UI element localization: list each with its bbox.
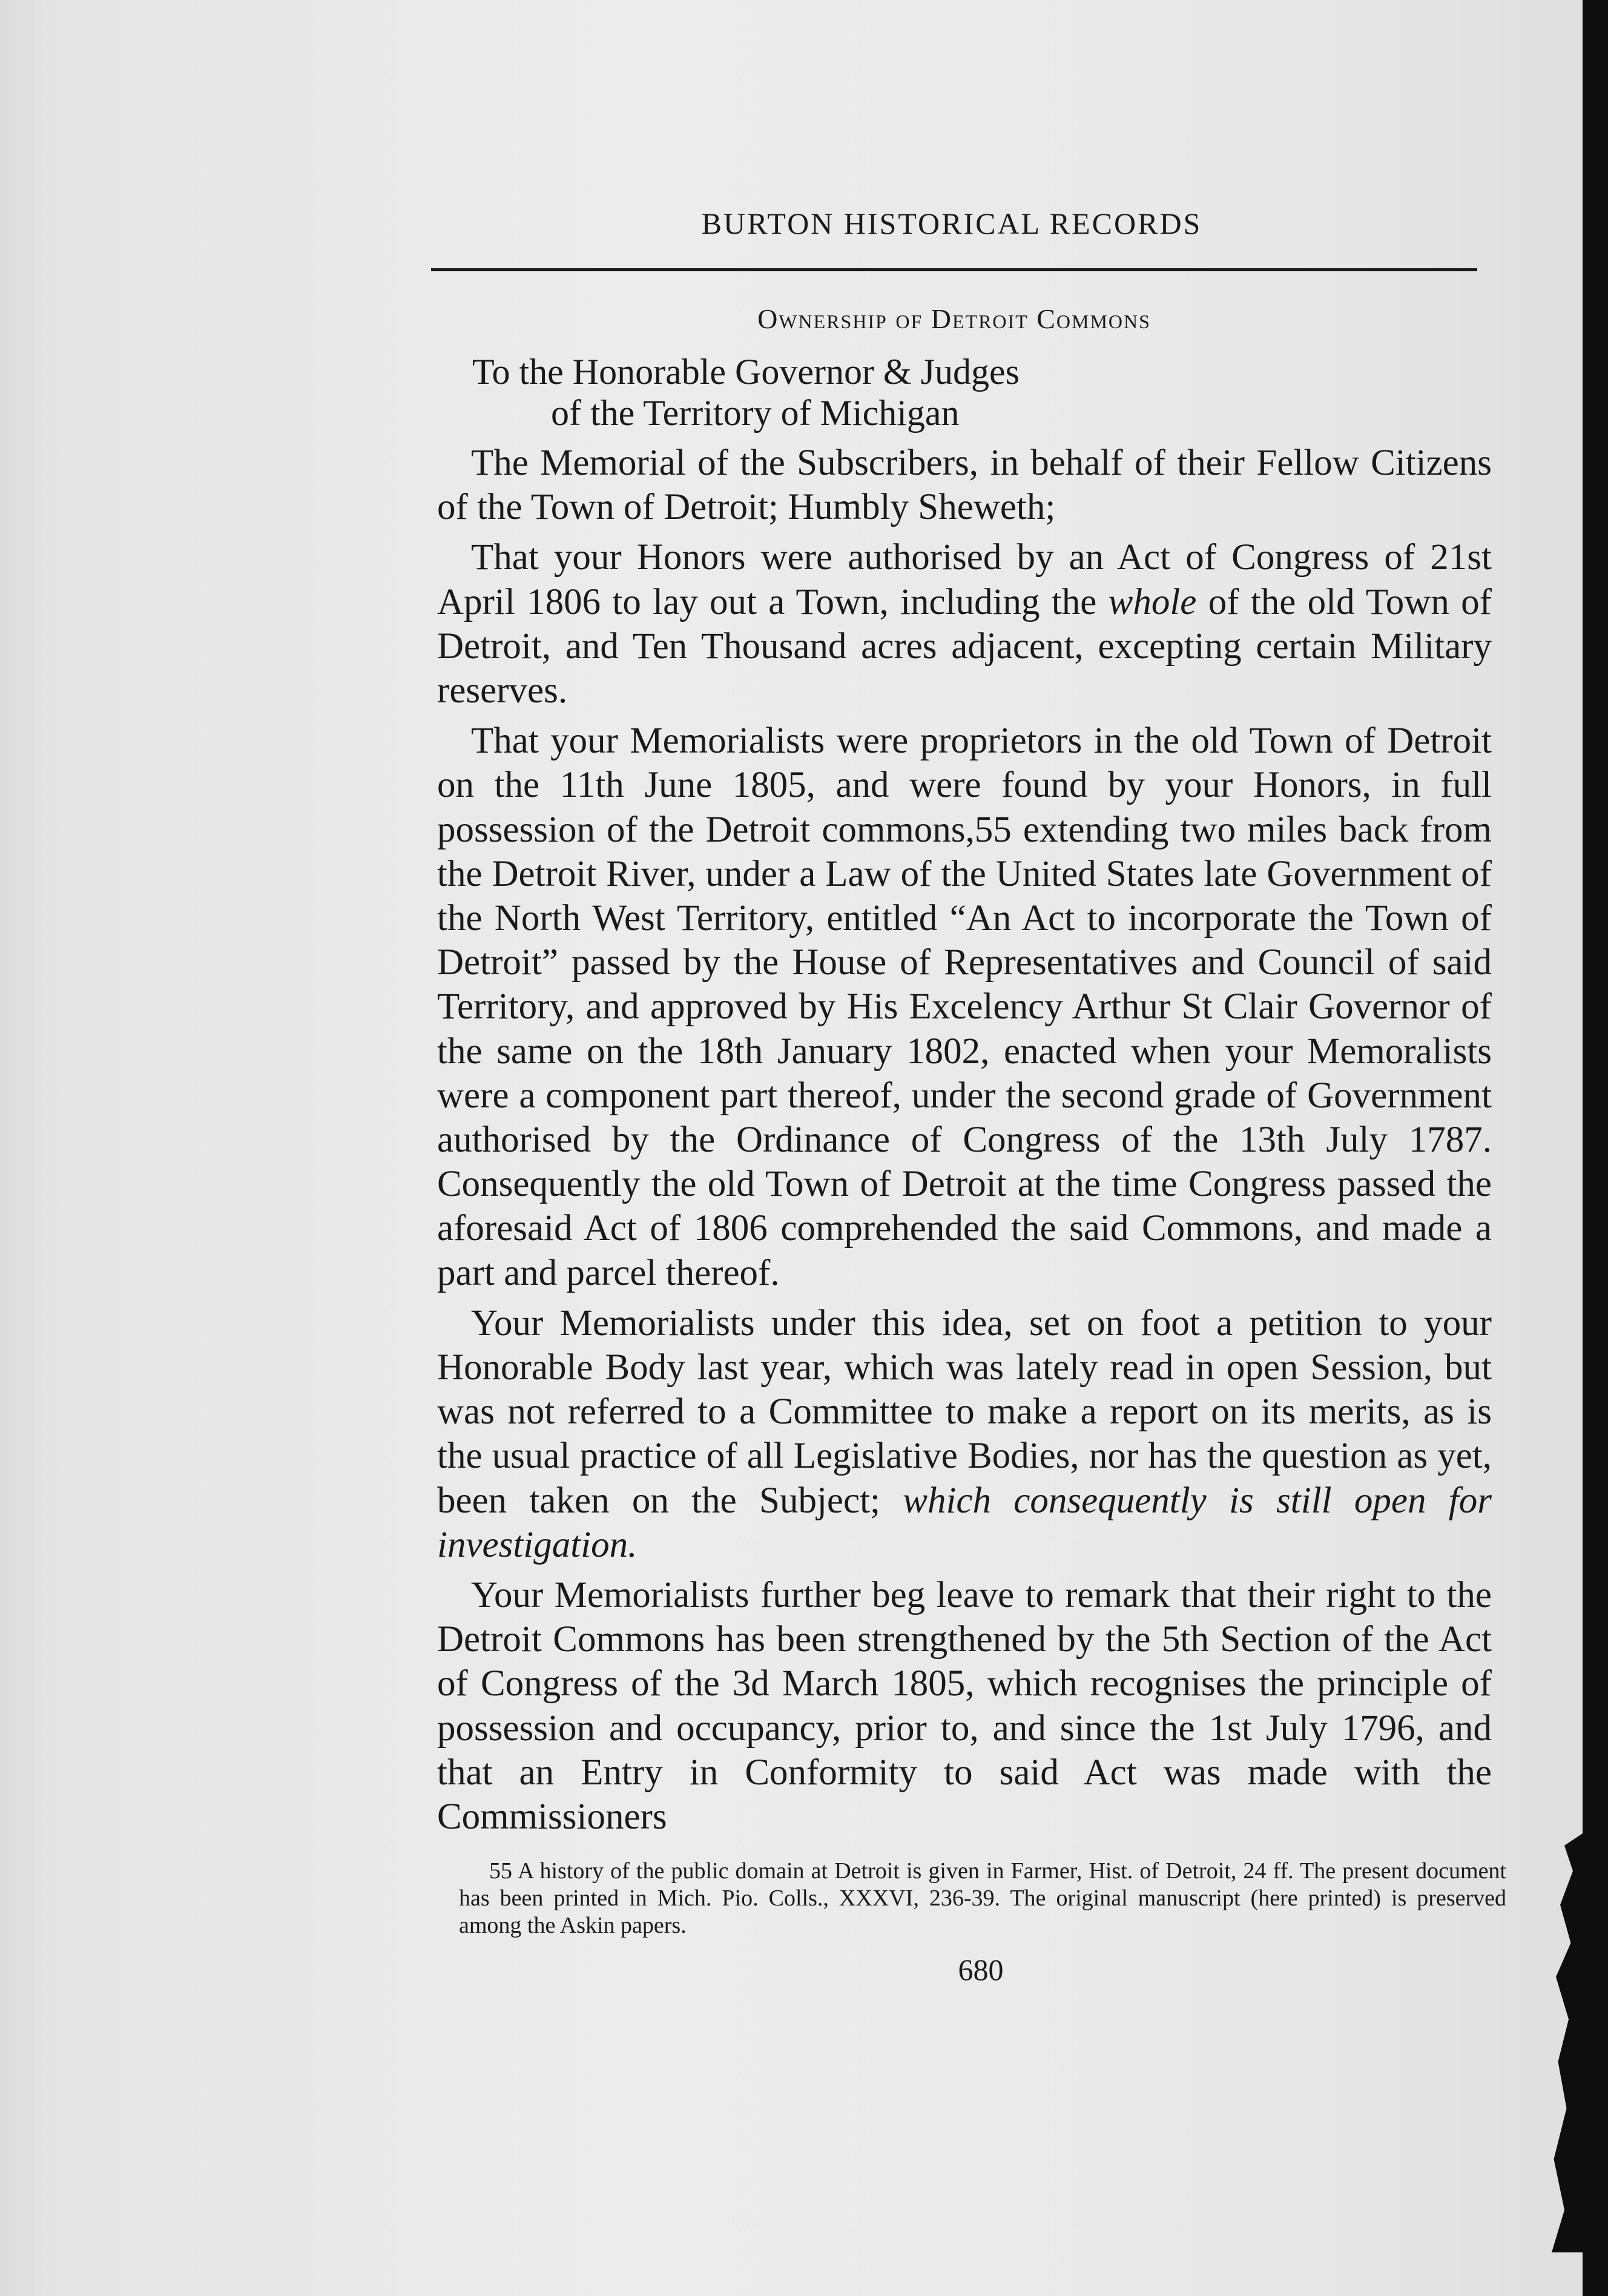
paragraph-4 <box>437 1301 1492 1567</box>
running-head: BURTON HISTORICAL RECORDS <box>701 206 1202 240</box>
paragraph-1: The Memorial of the Subscribers, in behalf of their Fellow Citizens of the Town of Detroit; Humbly Sheweth; <box>437 443 1492 528</box>
memorial-body <box>437 441 1492 1845</box>
footnote: 55 A history of the public domain at Detroit is given in Farmer, Hist. of Detroit, 24 ff. The present document has been printed in Mich. Pio. Colls., XXXVI, 236-39. The original manuscript (here printed) is preserved among the Askin papers. <box>459 1858 1506 1938</box>
header-rule <box>431 268 1477 271</box>
paragraph-4-emphasis: which consequently is still open for investigation. <box>437 1480 1492 1565</box>
paragraph-2 <box>437 535 1492 713</box>
page-number: 680 <box>958 1953 1004 1987</box>
paragraph-2-text-a: That your Honors were authorised by an Act of Congress of 21st April 1806 to lay out a Town, including the <box>437 537 1492 622</box>
section-title: Ownership of Detroit Commons <box>757 303 1151 334</box>
salutation-line-2: of the Territory of Michigan <box>551 393 960 433</box>
paragraph-5: Your Memorialists further beg leave to remark that their right to the Detroit Commons has been strengthened by the 5th Section of the Act of Congress of the 3d March 1805, which recognises the principle of possession and occupancy, prior to, and since the 1st July 1796, and that an Entry in Conformity to said Act was made with the Commissioners <box>437 1575 1492 1838</box>
paragraph-4-text-a: Your Memorialists under this idea, set on foot a petition to your Honorable Body last year, which was lately read in open Session, but was not referred to a Committee to make a report on its merits, as is the usual practice of all Legislative Bodies, nor has the question as yet, been taken on the Subject; <box>437 1302 1492 1521</box>
paragraph-2-emphasis: whole <box>1108 581 1197 622</box>
salutation-line-1: To the Honorable Governor & Judges <box>472 352 1020 392</box>
paragraph-3: That your Memorialists were proprietors in the old Town of Detroit on the 11th June 1805, and were found by your Honors, in full possession of the Detroit commons,55 extending two miles back from the Detroit River, under a Law of the United States late Government of the North West Territory, entitled “An Act to incorporate the Town of Detroit” passed by the House of Representatives and Council of said Territory, and approved by His Excelency Arthur St Clair Governor of the same on the 18th January 1802, enacted when your Memoralists were a component part thereof, under the second grade of Government authorised by the Ordinance of Congress of the 13th July 1787. Consequently the old Town of Detroit at the time Congress passed the aforesaid Act of 1806 comprehended the said Commons, and made a part and parcel thereof. <box>437 721 1492 1293</box>
salutation <box>472 351 1020 434</box>
paragraph-2-text-b: of the old Town of Detroit, and Ten Thousand acres adjacent, excepting certain Military reserves. <box>437 581 1492 711</box>
